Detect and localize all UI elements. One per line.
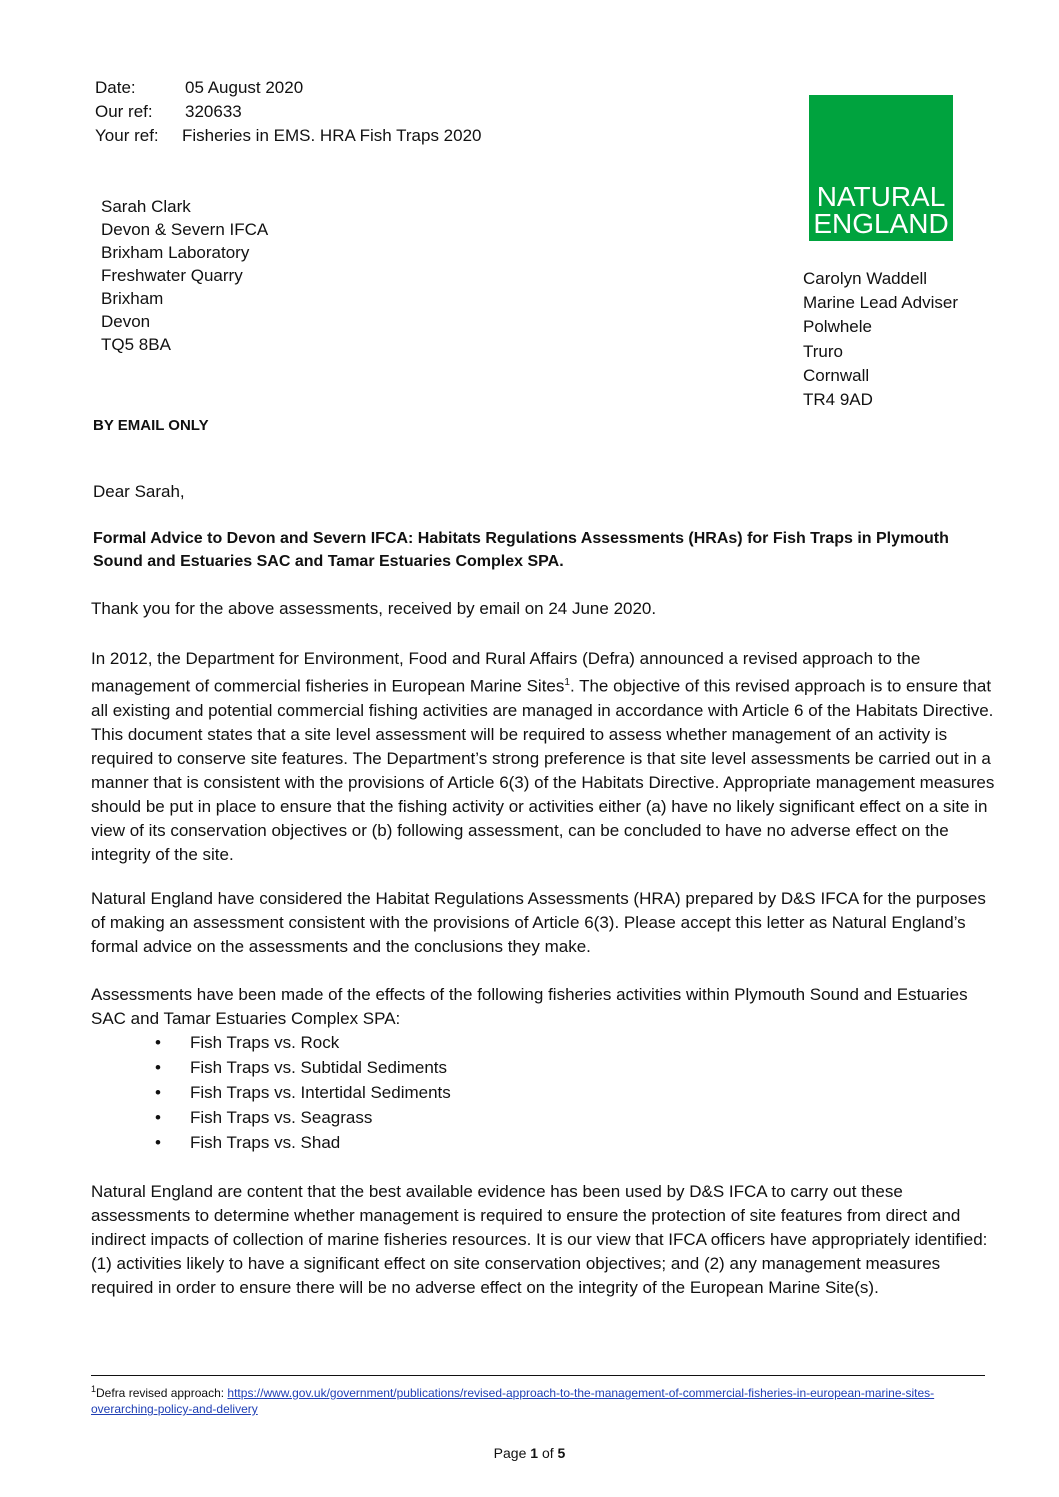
date-row bbox=[95, 76, 482, 100]
sender-line: Polwhele bbox=[803, 317, 872, 337]
date-value: 05 August 2020 bbox=[185, 78, 304, 97]
list-item: • Fish Traps vs. Seagrass bbox=[155, 1105, 451, 1130]
footnote bbox=[91, 1381, 991, 1417]
by-email-only: BY EMAIL ONLY bbox=[93, 417, 209, 434]
paragraph-thanks: Thank you for the above assessments, received by email on 24 June 2020. bbox=[91, 599, 657, 618]
page-prefix: Page bbox=[493, 1445, 531, 1461]
sender-title: Marine Lead Adviser bbox=[803, 293, 958, 313]
natural-england-logo bbox=[809, 95, 953, 241]
your-ref-row bbox=[95, 124, 482, 148]
sender-postcode: TR4 9AD bbox=[803, 390, 873, 410]
list-item: • Fish Traps vs. Shad bbox=[155, 1130, 451, 1155]
logo-line-england: ENGLAND bbox=[813, 208, 949, 239]
recipient-name: Sarah Clark bbox=[101, 197, 191, 216]
our-ref-row bbox=[95, 100, 482, 124]
recipient-postcode: TQ5 8BA bbox=[101, 335, 171, 354]
footnote-link[interactable]: https://www.gov.uk/government/publications/revised-approach-to-the-management-of-commercial-fisheries-in-european-marine-sites-overarching-policy-and-delivery bbox=[91, 1386, 935, 1416]
list-item: • Fish Traps vs. Intertidal Sediments bbox=[155, 1080, 451, 1105]
your-ref-label: Your ref: bbox=[95, 126, 159, 145]
paragraph-assessments: Assessments have been made of the effects of the following fisheries activities within Plymouth Sound and Estuaries SAC and Tamar Estuaries Complex SPA: bbox=[91, 985, 968, 1028]
sender-line: Cornwall bbox=[803, 365, 870, 385]
activity-list bbox=[155, 1030, 451, 1155]
paragraph-hra: Natural England have considered the Habitat Regulations Assessments (HRA) prepared by D&S IFCA for the purposes of making an assessment consistent with the provisions of Article 6(3). Please accept this letter as Natural England’s formal advice on the assessments and the conclusions they make. bbox=[91, 889, 986, 956]
recipient-line: Brixham Laboratory bbox=[101, 243, 250, 262]
sender-address bbox=[803, 267, 958, 412]
recipient-line: Brixham bbox=[101, 289, 164, 308]
footnote-ref: 1 bbox=[564, 677, 570, 688]
recipient-address bbox=[101, 195, 268, 356]
paragraph-defra bbox=[91, 647, 996, 867]
page-of: of bbox=[538, 1445, 558, 1461]
salutation: Dear Sarah, bbox=[93, 482, 185, 501]
list-item: • Fish Traps vs. Rock bbox=[155, 1030, 451, 1055]
your-ref-value: Fisheries in EMS. HRA Fish Traps 2020 bbox=[182, 126, 482, 145]
sender-line: Truro bbox=[803, 341, 843, 361]
our-ref-label: Our ref: bbox=[95, 102, 153, 121]
recipient-line: Devon bbox=[101, 312, 151, 331]
recipient-line: Freshwater Quarry bbox=[101, 266, 243, 285]
paragraph-content: Natural England are content that the best available evidence has been used by D&S IFCA to carry out these assessments to determine whether management is required to ensure the protection of site features from direct and indirect impacts of collection of marine fisheries resources. It is our view that IFCA officers have appropriately identified: (1) activities likely to have a significant effect on site conservation objectives; and (2) any management measures required in order to ensure there will be no adverse effect on the integrity of the European Marine Site(s). bbox=[91, 1182, 988, 1297]
letter-subject: Formal Advice to Devon and Severn IFCA: Habitats Regulations Assessments (HRAs) for Fish Traps in Plymouth Sound and Estuaries SAC and Tamar Estuaries Complex SPA. bbox=[93, 530, 949, 570]
date-label: Date: bbox=[95, 78, 136, 97]
paragraph-defra-text-cont: . The objective of this revised approach is to ensure that all existing and potential commercial fishing activities are managed in accordance with Article 6 of the Habitats Directive. This document states that a site level assessment will be required to assess whether management of an activity is required to conserve site features. The Department’s strong preference is that site level assessments be carried out in a manner that is consistent with the provisions of Article 6(3) of the Habitats Directive. Appropriate management measures should be put in place to ensure that the fishing activity or activities either (a) have no likely significant effect on a site in view of its conservation objectives or (b) following assessment, can be concluded to have no adverse effect on the integrity of the site. bbox=[91, 676, 995, 864]
page-number bbox=[0, 1445, 1059, 1461]
sender-name: Carolyn Waddell bbox=[803, 269, 928, 288]
footnote-divider bbox=[91, 1375, 985, 1376]
footnote-marker: 1 bbox=[91, 1384, 97, 1394]
page-current: 1 bbox=[530, 1445, 539, 1461]
list-item: • Fish Traps vs. Subtidal Sediments bbox=[155, 1055, 451, 1080]
footnote-label: Defra revised approach: bbox=[96, 1386, 228, 1400]
paragraph-defra-text: In 2012, the Department for Environment, Food and Rural Affairs (Defra) announced a revised approach to the management of commercial fisheries in European Marine Sites bbox=[91, 649, 921, 696]
our-ref-value: 320633 bbox=[185, 102, 242, 121]
recipient-org: Devon & Severn IFCA bbox=[101, 220, 269, 239]
letter-meta bbox=[95, 76, 482, 148]
logo-line-natural: NATURAL bbox=[816, 181, 946, 212]
page-total: 5 bbox=[557, 1445, 566, 1461]
